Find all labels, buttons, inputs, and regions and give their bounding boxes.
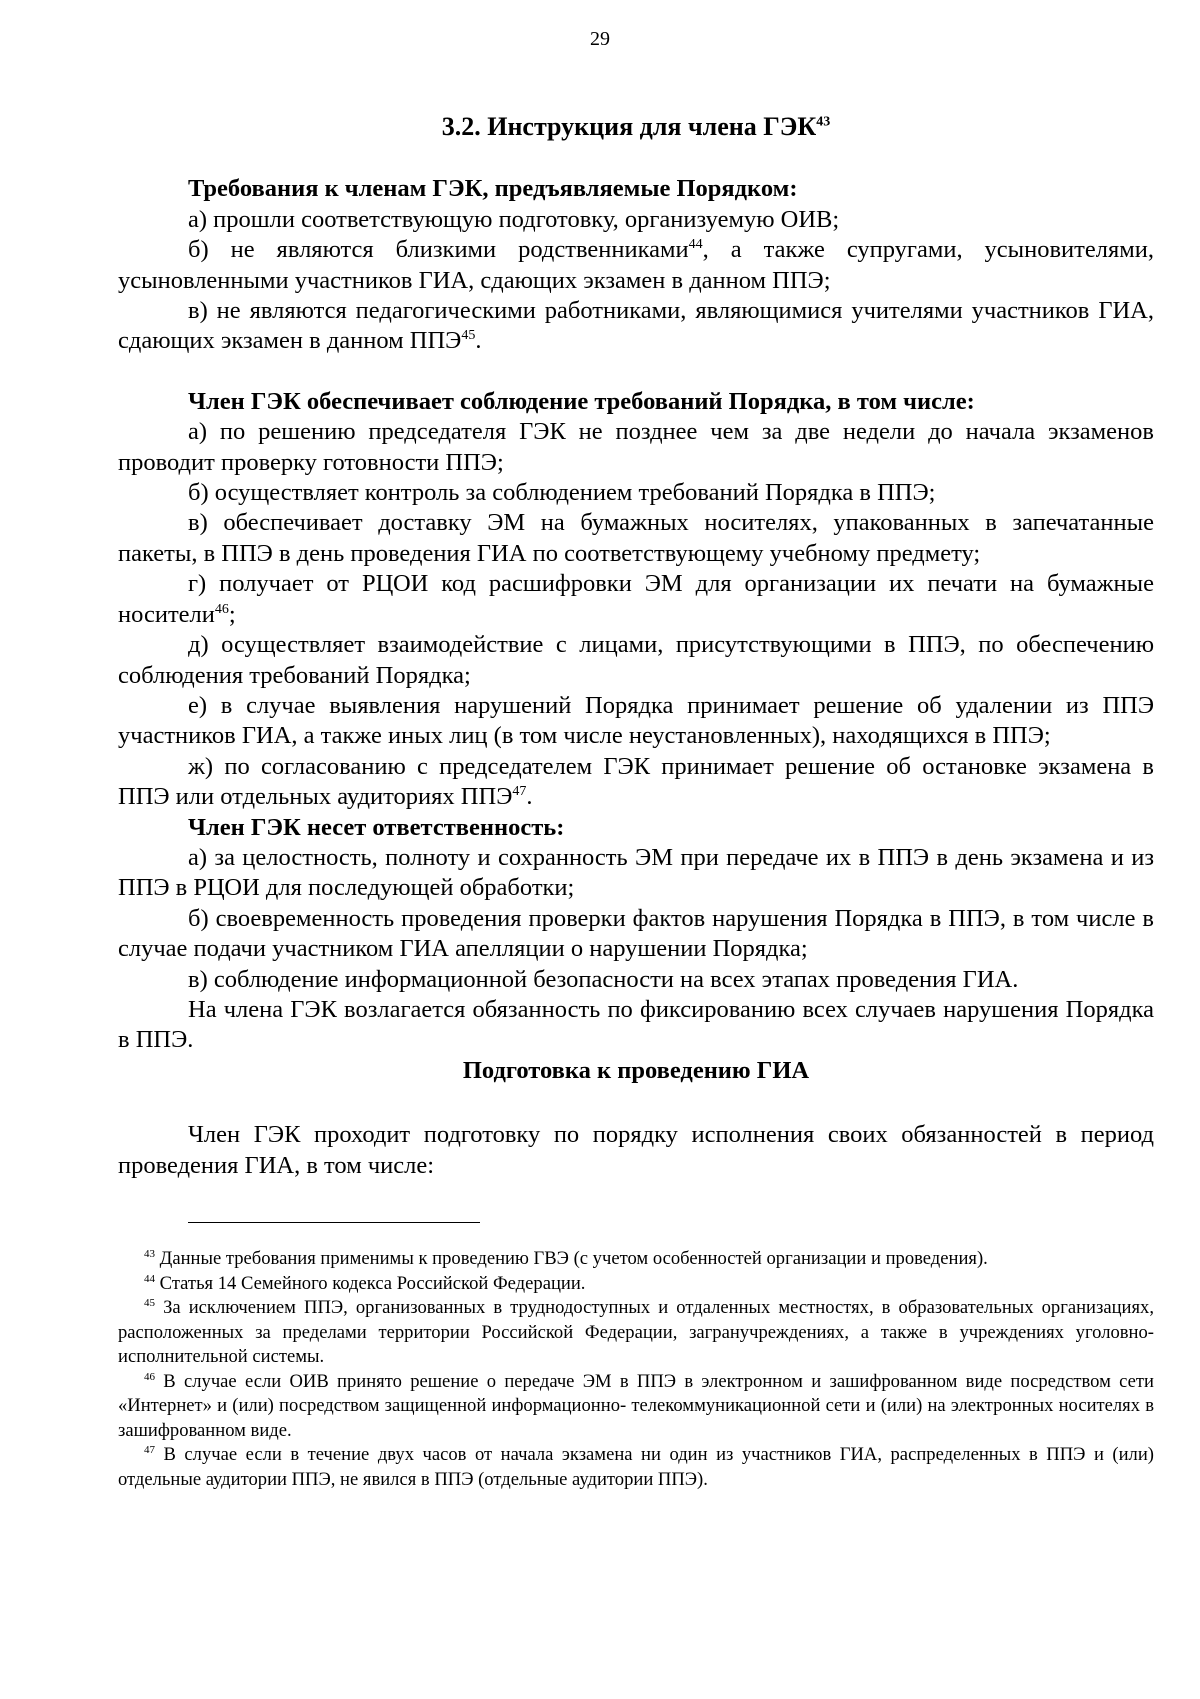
footnote-ref: 47 bbox=[512, 783, 527, 799]
footnote-number: 45 bbox=[144, 1296, 155, 1309]
main-text bbox=[118, 112, 1154, 1181]
responsibility-b: б) своевременность проведения проверки фактов нарушения Порядка в ППЭ, в том числе в случае подачи участником ГИА апелляции о нарушении Порядка; bbox=[118, 904, 1154, 963]
footnote: $^{44}$ Статья 14 Семейного кодекса Российской Федерации. bbox=[144, 1272, 586, 1294]
violation-duty: На члена ГЭК возлагается обязанность по фиксированию всех случаев нарушения Порядка в ППЭ. bbox=[118, 995, 1154, 1054]
duty-e: е) в случае выявления нарушений Порядка принимает решение об удалении из ППЭ участников ГИА, а также иных лиц (в том числе неустановленных), находящихся в ППЭ; bbox=[118, 691, 1154, 750]
section-title: 3.2. Инструкция для члена ГЭК$^{43}$ bbox=[441, 112, 831, 141]
footnote: $^{46}$ В случае если ОИВ принято решение о передаче ЭМ в ППЭ в электронном и зашифрованном виде посредством сети «Интернет» и (или) посредством защищенной информационно- телекоммуникационной сети и (или) на электронных носителях в зашифрованном виде. bbox=[118, 1370, 1154, 1441]
requirements-heading: Требования к членам ГЭК, предъявляемые Порядком: bbox=[188, 175, 798, 203]
responsibility-heading: Член ГЭК несет ответственность: bbox=[188, 813, 565, 841]
preparation-heading: Подготовка к проведению ГИА bbox=[462, 1056, 810, 1084]
footnote-number: 44 bbox=[144, 1272, 155, 1285]
footnote-ref: 46 bbox=[214, 601, 229, 617]
footnote-separator bbox=[188, 1222, 480, 1223]
responsibility-v: в) соблюдение информационной безопасности на всех этапах проведения ГИА. bbox=[188, 965, 1019, 993]
footnote-number: 43 bbox=[144, 1247, 155, 1260]
duty-a: а) по решению председателя ГЭК не позднее чем за две недели до начала экзаменов проводит проверку готовности ППЭ; bbox=[118, 418, 1154, 476]
duty-v: в) обеспечивает доставку ЭМ на бумажных носителях, упакованных в запечатанные пакеты, в ППЭ в день проведения ГИА по соответствующему учебному предмету; bbox=[118, 509, 1154, 567]
duty-b: б) осуществляет контроль за соблюдением требований Порядка в ППЭ; bbox=[188, 479, 936, 507]
footnote-ref: 44 bbox=[688, 237, 703, 253]
duties-heading: Член ГЭК обеспечивает соблюдение требований Порядка, в том числе: bbox=[188, 387, 975, 415]
requirement-b: б) не являются близкими родственниками$^{44}$, а также супругами, усыновителями, усыновленными участников ГИА, сдающих экзамен в данном ППЭ; bbox=[118, 236, 1154, 294]
preparation-text: Член ГЭК проходит подготовку по порядку исполнения своих обязанностей в период проведения ГИА, в том числе: bbox=[118, 1121, 1154, 1179]
requirement-a: а) прошли соответствующую подготовку, организуемую ОИВ; bbox=[188, 205, 840, 233]
footnote: $^{45}$ За исключением ППЭ, организованных в труднодоступных и отдаленных местностях, в образовательных организациях, расположенных за пределами территории Российской Федерации, загранучреждениях, а также в учреждениях уголовно-исполнительной системы. bbox=[118, 1296, 1154, 1367]
footnote-number: 46 bbox=[144, 1370, 155, 1383]
duty-g: г) получает от РЦОИ код расшифровки ЭМ для организации их печати на бумажные носители$^{46}$; bbox=[118, 570, 1154, 628]
footnote-number: 47 bbox=[144, 1443, 155, 1456]
duty-d: д) осуществляет взаимодействие с лицами, присутствующими в ППЭ, по обеспечению соблюдения требований Порядка; bbox=[118, 631, 1154, 689]
responsibility-a: а) за целостность, полноту и сохранность ЭМ при передаче их в ППЭ в день экзамена и из ППЭ в РЦОИ для последующей обработки; bbox=[118, 843, 1154, 902]
footnote-ref: 43 bbox=[816, 114, 831, 130]
page-number: 29 bbox=[590, 28, 610, 50]
footnote: $^{43}$ Данные требования применимы к проведению ГВЭ (с учетом особенностей организации и проведения). bbox=[144, 1247, 988, 1269]
footnote-ref: 45 bbox=[461, 328, 476, 344]
requirement-v: в) не являются педагогическими работниками, являющимися учителями участников ГИА, сдающих экзамен в данном ППЭ$^{45}$. bbox=[118, 297, 1154, 355]
footnotes bbox=[118, 1247, 1154, 1492]
duty-zh: ж) по согласованию с председателем ГЭК принимает решение об остановке экзамена в ППЭ или отдельных аудиториях ППЭ$^{47}$. bbox=[118, 752, 1154, 811]
footnote: $^{47}$ В случае если в течение двух часов от начала экзамена ни один из участников ГИА, распределенных в ППЭ и (или) отдельные аудитории ППЭ, не явился в ППЭ (отдельные аудитории ППЭ). bbox=[118, 1443, 1154, 1490]
